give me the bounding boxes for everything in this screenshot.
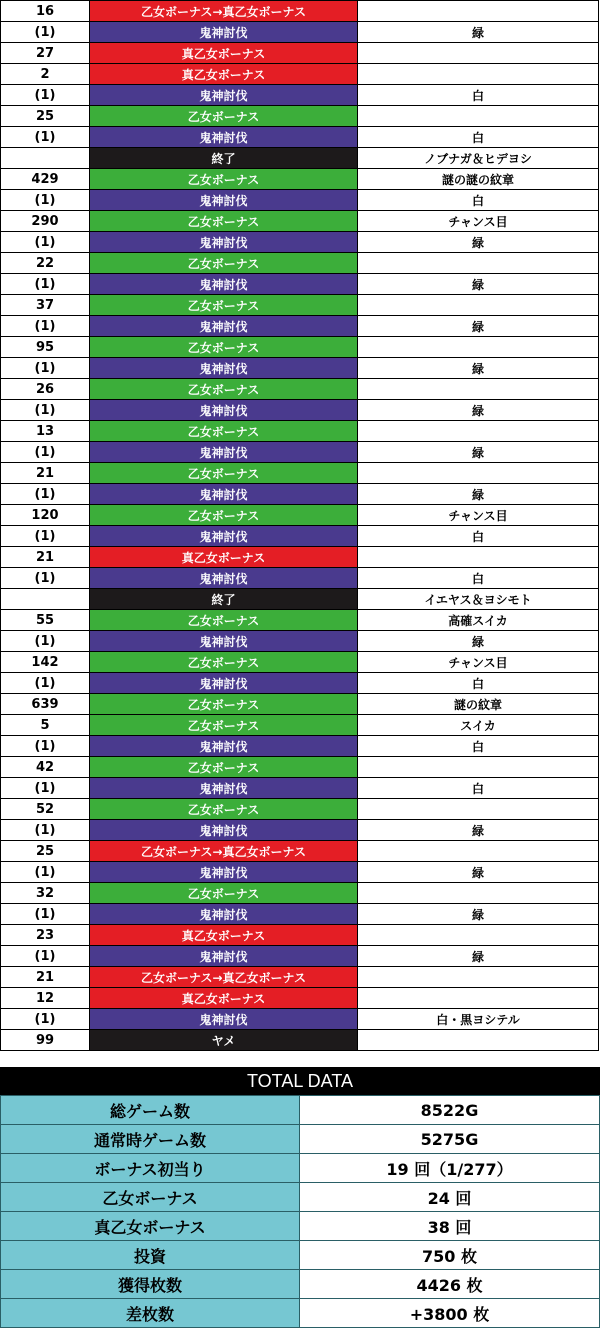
bonus-type-cell: 鬼神討伐 — [89, 21, 358, 43]
total-row — [0, 1153, 600, 1182]
bonus-type-cell: 終了 — [89, 588, 358, 610]
games-cell: 26 — [0, 378, 90, 400]
bonus-type-cell: 乙女ボーナス — [89, 252, 358, 274]
note-cell — [357, 756, 599, 778]
bonus-type-cell: 乙女ボーナス — [89, 609, 358, 631]
bonus-type-cell: 真乙女ボーナス — [89, 987, 358, 1009]
bonus-type-cell: 鬼神討伐 — [89, 672, 358, 694]
total-value: 19 回（1/277） — [300, 1153, 600, 1183]
note-cell: チャンス目 — [357, 504, 599, 526]
total-label: 真乙女ボーナス — [0, 1211, 300, 1241]
history-row — [0, 1008, 600, 1029]
total-value: 750 枚 — [300, 1240, 600, 1270]
note-cell: 白 — [357, 189, 599, 211]
bonus-type-cell: 乙女ボーナス — [89, 504, 358, 526]
history-row — [0, 336, 600, 357]
note-cell: 白・黒ヨシテル — [357, 1008, 599, 1030]
history-row — [0, 105, 600, 126]
note-cell: ノブナガ＆ヒデヨシ — [357, 147, 599, 169]
note-cell — [357, 336, 599, 358]
total-row — [0, 1298, 600, 1327]
note-cell — [357, 294, 599, 316]
history-row — [0, 126, 600, 147]
bonus-type-cell: 乙女ボーナス — [89, 651, 358, 673]
note-cell: 緑 — [357, 819, 599, 841]
games-cell: 639 — [0, 693, 90, 715]
bonus-type-cell: 鬼神討伐 — [89, 231, 358, 253]
history-row — [0, 861, 600, 882]
note-cell — [357, 882, 599, 904]
note-cell: イエヤス＆ヨシモト — [357, 588, 599, 610]
games-cell: 55 — [0, 609, 90, 631]
total-value: 8522G — [300, 1095, 600, 1125]
history-row — [0, 609, 600, 630]
note-cell — [357, 546, 599, 568]
history-row — [0, 987, 600, 1008]
note-cell — [357, 840, 599, 862]
total-value: 24 回 — [300, 1182, 600, 1212]
bonus-type-cell: 真乙女ボーナス — [89, 546, 358, 568]
bonus-type-cell: 鬼神討伐 — [89, 735, 358, 757]
bonus-type-cell: 鬼神討伐 — [89, 525, 358, 547]
history-row — [0, 630, 600, 651]
history-row — [0, 231, 600, 252]
games-cell: (1) — [0, 315, 90, 337]
note-cell: スイカ — [357, 714, 599, 736]
bonus-type-cell: 乙女ボーナス→真乙女ボーナス — [89, 966, 358, 988]
bonus-type-cell: 鬼神討伐 — [89, 945, 358, 967]
games-cell: 16 — [0, 0, 90, 22]
history-row — [0, 378, 600, 399]
total-data-header: TOTAL DATA — [0, 1067, 600, 1095]
total-data-table — [0, 1067, 600, 1327]
note-cell — [357, 966, 599, 988]
total-data-rows — [0, 1095, 600, 1327]
games-cell: 37 — [0, 294, 90, 316]
history-row — [0, 798, 600, 819]
history-row — [0, 504, 600, 525]
note-cell: 白 — [357, 525, 599, 547]
history-row — [0, 21, 600, 42]
games-cell: (1) — [0, 399, 90, 421]
bonus-type-cell: 鬼神討伐 — [89, 483, 358, 505]
games-cell: 2 — [0, 63, 90, 85]
bonus-type-cell: 鬼神討伐 — [89, 84, 358, 106]
games-cell: (1) — [0, 441, 90, 463]
bonus-type-cell: 乙女ボーナス→真乙女ボーナス — [89, 0, 358, 22]
total-value: 5275G — [300, 1124, 600, 1154]
games-cell: 99 — [0, 1029, 90, 1051]
history-row — [0, 882, 600, 903]
note-cell: 緑 — [357, 945, 599, 967]
games-cell: (1) — [0, 1008, 90, 1030]
bonus-type-cell: 乙女ボーナス — [89, 378, 358, 400]
note-cell: チャンス目 — [357, 651, 599, 673]
bonus-type-cell: 鬼神討伐 — [89, 126, 358, 148]
bonus-type-cell: ヤメ — [89, 1029, 358, 1051]
total-label: 投資 — [0, 1240, 300, 1270]
games-cell: 21 — [0, 966, 90, 988]
note-cell — [357, 378, 599, 400]
note-cell — [357, 987, 599, 1009]
games-cell: (1) — [0, 672, 90, 694]
games-cell: (1) — [0, 126, 90, 148]
games-cell: 21 — [0, 462, 90, 484]
history-row — [0, 525, 600, 546]
bonus-type-cell: 乙女ボーナス — [89, 210, 358, 232]
total-label: ボーナス初当り — [0, 1153, 300, 1183]
bonus-type-cell: 鬼神討伐 — [89, 441, 358, 463]
history-row — [0, 189, 600, 210]
history-row — [0, 945, 600, 966]
note-cell: 緑 — [357, 630, 599, 652]
games-cell — [0, 588, 90, 610]
note-cell: 緑 — [357, 273, 599, 295]
history-row — [0, 315, 600, 336]
history-row — [0, 567, 600, 588]
games-cell: (1) — [0, 819, 90, 841]
bonus-type-cell: 乙女ボーナス — [89, 336, 358, 358]
note-cell — [357, 924, 599, 946]
bonus-type-cell: 乙女ボーナス — [89, 294, 358, 316]
note-cell — [357, 462, 599, 484]
note-cell: 緑 — [357, 903, 599, 925]
bonus-type-cell: 乙女ボーナス — [89, 105, 358, 127]
games-cell: 32 — [0, 882, 90, 904]
games-cell: (1) — [0, 903, 90, 925]
total-value: +3800 枚 — [300, 1298, 600, 1328]
games-cell: (1) — [0, 21, 90, 43]
games-cell: (1) — [0, 945, 90, 967]
note-cell: チャンス目 — [357, 210, 599, 232]
note-cell: 緑 — [357, 399, 599, 421]
games-cell: (1) — [0, 231, 90, 253]
note-cell — [357, 105, 599, 127]
bonus-type-cell: 鬼神討伐 — [89, 819, 358, 841]
total-label: 差枚数 — [0, 1298, 300, 1328]
games-cell: 120 — [0, 504, 90, 526]
games-cell: 290 — [0, 210, 90, 232]
games-cell: (1) — [0, 483, 90, 505]
note-cell — [357, 0, 599, 22]
history-row — [0, 0, 600, 21]
history-row — [0, 924, 600, 945]
history-row — [0, 357, 600, 378]
history-row — [0, 42, 600, 63]
bonus-type-cell: 鬼神討伐 — [89, 273, 358, 295]
games-cell: (1) — [0, 630, 90, 652]
history-row — [0, 63, 600, 84]
games-cell: (1) — [0, 189, 90, 211]
history-row — [0, 483, 600, 504]
games-cell: (1) — [0, 357, 90, 379]
total-row — [0, 1182, 600, 1211]
games-cell: (1) — [0, 735, 90, 757]
history-row — [0, 966, 600, 987]
bonus-type-cell: 乙女ボーナス — [89, 882, 358, 904]
history-row — [0, 399, 600, 420]
history-row — [0, 819, 600, 840]
history-row — [0, 1029, 600, 1050]
note-cell — [357, 42, 599, 64]
games-cell: 12 — [0, 987, 90, 1009]
note-cell: 謎の紋章 — [357, 693, 599, 715]
bonus-type-cell: 鬼神討伐 — [89, 315, 358, 337]
note-cell — [357, 1029, 599, 1051]
history-row — [0, 903, 600, 924]
bonus-type-cell: 鬼神討伐 — [89, 1008, 358, 1030]
games-cell: 23 — [0, 924, 90, 946]
bonus-type-cell: 鬼神討伐 — [89, 903, 358, 925]
games-cell: 5 — [0, 714, 90, 736]
total-row — [0, 1095, 600, 1124]
games-cell: 429 — [0, 168, 90, 190]
games-cell: 27 — [0, 42, 90, 64]
note-cell — [357, 252, 599, 274]
history-row — [0, 147, 600, 168]
note-cell: 緑 — [357, 483, 599, 505]
games-cell: (1) — [0, 84, 90, 106]
bonus-type-cell: 乙女ボーナス — [89, 693, 358, 715]
games-cell: 21 — [0, 546, 90, 568]
history-row — [0, 840, 600, 861]
bonus-type-cell: 乙女ボーナス→真乙女ボーナス — [89, 840, 358, 862]
note-cell: 白 — [357, 84, 599, 106]
games-cell: 22 — [0, 252, 90, 274]
total-value: 38 回 — [300, 1211, 600, 1241]
bonus-type-cell: 真乙女ボーナス — [89, 924, 358, 946]
games-cell: 25 — [0, 840, 90, 862]
note-cell: 白 — [357, 126, 599, 148]
total-row — [0, 1124, 600, 1153]
note-cell: 白 — [357, 567, 599, 589]
note-cell — [357, 798, 599, 820]
history-row — [0, 651, 600, 672]
bonus-type-cell: 乙女ボーナス — [89, 462, 358, 484]
history-row — [0, 210, 600, 231]
history-row — [0, 588, 600, 609]
bonus-type-cell: 鬼神討伐 — [89, 357, 358, 379]
total-row — [0, 1211, 600, 1240]
note-cell: 緑 — [357, 861, 599, 883]
note-cell: 緑 — [357, 21, 599, 43]
history-row — [0, 441, 600, 462]
history-row — [0, 252, 600, 273]
note-cell: 緑 — [357, 441, 599, 463]
note-cell: 緑 — [357, 231, 599, 253]
games-cell: (1) — [0, 861, 90, 883]
games-cell: 42 — [0, 756, 90, 778]
history-row — [0, 84, 600, 105]
history-row — [0, 168, 600, 189]
total-value: 4426 枚 — [300, 1269, 600, 1299]
bonus-type-cell: 乙女ボーナス — [89, 714, 358, 736]
history-row — [0, 756, 600, 777]
bonus-type-cell: 鬼神討伐 — [89, 861, 358, 883]
bonus-type-cell: 鬼神討伐 — [89, 630, 358, 652]
games-cell: (1) — [0, 777, 90, 799]
history-row — [0, 294, 600, 315]
note-cell — [357, 420, 599, 442]
games-cell: (1) — [0, 273, 90, 295]
history-row — [0, 735, 600, 756]
games-cell: 25 — [0, 105, 90, 127]
note-cell: 白 — [357, 672, 599, 694]
total-label: 乙女ボーナス — [0, 1182, 300, 1212]
total-row — [0, 1269, 600, 1298]
bonus-type-cell: 鬼神討伐 — [89, 189, 358, 211]
bonus-type-cell: 真乙女ボーナス — [89, 42, 358, 64]
games-cell: 142 — [0, 651, 90, 673]
history-row — [0, 672, 600, 693]
history-row — [0, 420, 600, 441]
games-cell: 52 — [0, 798, 90, 820]
games-cell: 95 — [0, 336, 90, 358]
note-cell: 緑 — [357, 315, 599, 337]
bonus-type-cell: 鬼神討伐 — [89, 567, 358, 589]
total-label: 獲得枚数 — [0, 1269, 300, 1299]
history-row — [0, 462, 600, 483]
total-label: 通常時ゲーム数 — [0, 1124, 300, 1154]
note-cell: 謎の謎の紋章 — [357, 168, 599, 190]
history-row — [0, 777, 600, 798]
bonus-type-cell: 乙女ボーナス — [89, 798, 358, 820]
bonus-type-cell: 鬼神討伐 — [89, 777, 358, 799]
history-row — [0, 693, 600, 714]
history-row — [0, 714, 600, 735]
history-row — [0, 273, 600, 294]
note-cell — [357, 63, 599, 85]
note-cell: 白 — [357, 735, 599, 757]
games-cell: 13 — [0, 420, 90, 442]
bonus-type-cell: 乙女ボーナス — [89, 168, 358, 190]
note-cell: 高確スイカ — [357, 609, 599, 631]
games-cell: (1) — [0, 525, 90, 547]
total-label: 総ゲーム数 — [0, 1095, 300, 1125]
bonus-type-cell: 鬼神討伐 — [89, 399, 358, 421]
note-cell: 白 — [357, 777, 599, 799]
note-cell: 緑 — [357, 357, 599, 379]
bonus-type-cell: 乙女ボーナス — [89, 420, 358, 442]
bonus-type-cell: 乙女ボーナス — [89, 756, 358, 778]
history-row — [0, 546, 600, 567]
total-row — [0, 1240, 600, 1269]
games-cell: (1) — [0, 567, 90, 589]
games-cell — [0, 147, 90, 169]
bonus-type-cell: 真乙女ボーナス — [89, 63, 358, 85]
bonus-type-cell: 終了 — [89, 147, 358, 169]
